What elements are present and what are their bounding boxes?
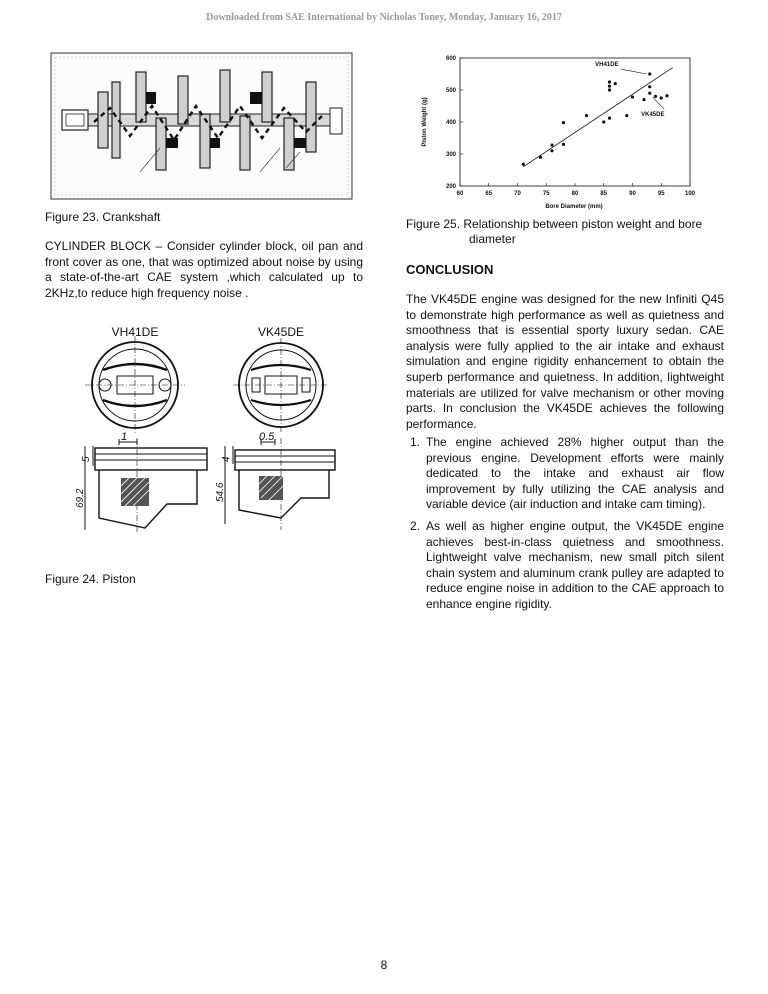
dim-small-right: 4 [221,456,232,462]
data-point [608,88,611,91]
data-point [654,95,657,98]
figure-25-caption-text: Figure 25. Relationship between piston weight and bore diameter [406,217,703,246]
chart-y-axis-label: Piston Weight (g) [422,97,428,147]
conclusion-heading: CONCLUSION [406,262,494,277]
list-item-text: The engine achieved 28% higher output than the previous engine. Development efforts were mainly dedicated to the intake and exhaust air flow improvement by fully utilizing the CAE analysis and variable device (air induction and intake cam timing). [426,435,724,512]
figure-23-caption: Figure 23. Crankshaft [45,210,161,224]
data-point [608,85,611,88]
list-item [406,435,724,513]
list-item-number: 2. [410,518,421,533]
figure-25-caption [406,217,726,247]
data-point [608,80,611,83]
data-point [585,114,588,117]
y-tick-label: 200 [445,184,456,190]
crankshaft-figure [50,52,353,200]
y-tick-label: 400 [445,120,456,126]
data-point [608,117,611,120]
list-item-number: 1. [410,435,421,449]
data-point [631,95,634,98]
y-tick-label: 500 [445,88,456,94]
data-point [614,82,617,85]
data-point [648,72,651,75]
x-tick-label: 65 [485,191,493,197]
x-tick-label: 75 [542,191,550,197]
dim-height-right: 54.6 [215,482,226,502]
dim-top-left: 1 [121,431,128,443]
piston-figure [75,318,345,540]
x-tick-label: 85 [600,191,608,197]
y-tick-label: 300 [445,152,456,158]
data-point [660,96,663,99]
data-point [648,85,651,88]
data-point [550,149,553,152]
x-tick-label: 80 [571,191,579,197]
download-header: Downloaded from SAE International by Nicholas Toney, Monday, January 16, 2017 [206,12,562,23]
piston-weight-chart [414,48,710,212]
cylinder-block-paragraph: CYLINDER BLOCK – Consider cylinder block, oil pan and front cover as one, that was optimized about noise by using a state-of-the-art CAE system ,which calculated up to 2KHz,to reduce high frequency noise . [45,239,363,300]
performance-list [406,435,724,619]
data-point [522,163,525,166]
y-tick-label: 600 [445,56,456,62]
chart-x-axis-label: Bore Diameter (mm) [545,204,603,210]
x-tick-label: 70 [514,191,521,197]
figure-24-caption: Figure 24. Piston [45,572,136,586]
data-point [562,143,565,146]
data-point [602,120,605,123]
data-point [665,94,668,97]
x-tick-label: 95 [657,191,665,197]
data-point [562,121,565,124]
annotation-vh41de-arrow [621,69,647,74]
data-point [539,156,542,159]
dim-top-right: 0.5 [259,431,275,443]
data-point [642,98,645,101]
annotation-vh41de: VH41DE [595,62,619,68]
list-item [406,519,724,613]
dim-small-left: 5 [81,456,92,462]
x-tick-label: 90 [629,191,636,197]
list-item-text: As well as higher engine output, the VK45DE engine achieves best-in-class quietness and smoothness. Lightweight valve mechanism, new small pitch silent chain system and aluminum crank pulley are adapted to reduce engine noise in addition to the CAE approach to enhance engine rigidity. [426,518,724,611]
annotation-vk45de: VK45DE [641,112,665,119]
vh41de-label: VH41DE [111,325,159,339]
page-number: 8 [380,958,388,972]
data-point [550,143,553,146]
chart-plot-frame [460,58,690,186]
x-tick-label: 60 [456,191,464,197]
conclusion-paragraph: The VK45DE engine was designed for the new Infiniti Q45 to demonstrate high performance as well as quietness and smoothness that is essential sporty luxury sedan. CAE analysis were fully applied to the air intake and exhaust simulation and engine rigidity enhancement to obtain the superb performance and quietness. In addition, lightweight materials are utilized for valve mechanism or other moving parts. In conclusion the VK45DE achieves the following performance. [406,292,724,431]
vk45de-label: VK45DE [257,325,305,339]
data-point [648,92,651,95]
dim-height-left: 69.2 [75,488,86,508]
data-point [625,114,628,117]
x-tick-label: 100 [684,191,696,197]
